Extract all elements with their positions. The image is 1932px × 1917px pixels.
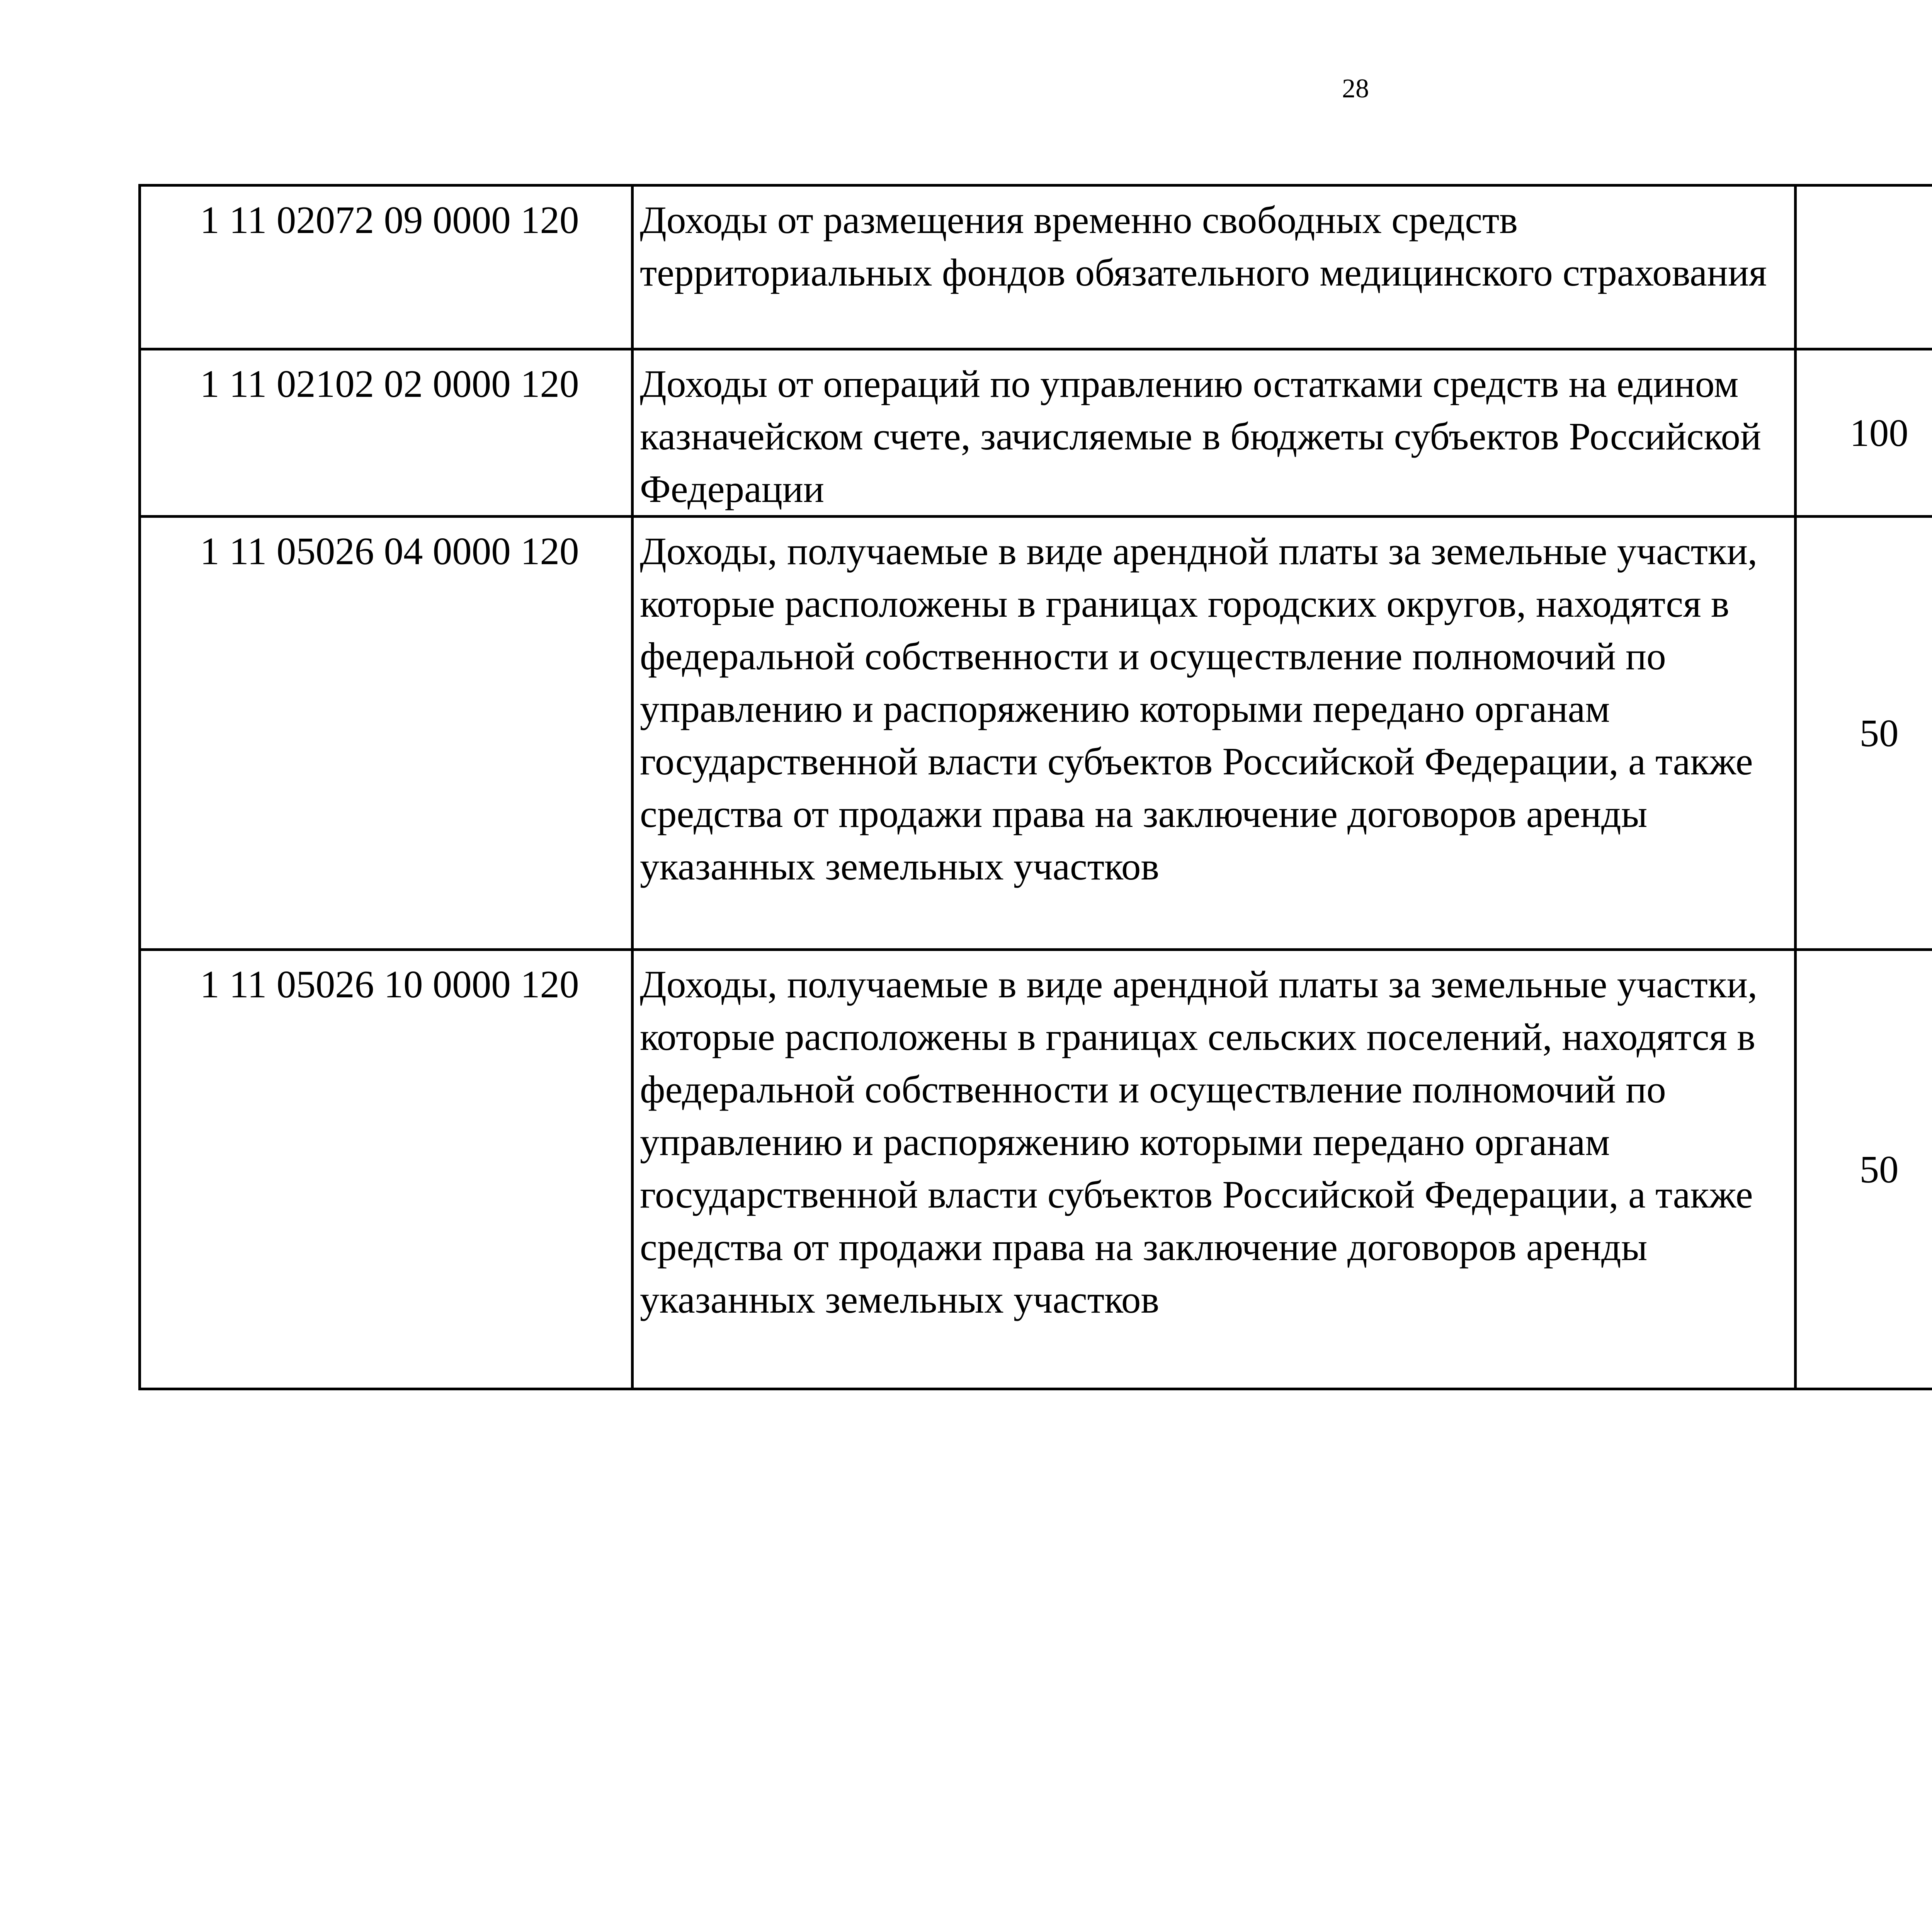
revenue-code-cell: 1 11 02102 02 0000 120 <box>140 349 633 517</box>
revenue-code-cell: 1 11 02072 09 0000 120 <box>140 185 633 349</box>
revenue-code-cell: 1 11 05026 10 0000 120 <box>140 950 633 1389</box>
page-number: 28 <box>1342 74 1369 104</box>
table-row <box>140 185 1932 349</box>
value-cell: 50 <box>1796 517 1932 950</box>
table-row <box>140 950 1932 1389</box>
value-cell: 50 <box>1796 950 1932 1389</box>
value-cell: 100 <box>1796 349 1932 517</box>
revenue-distribution-table <box>138 184 1932 1390</box>
revenue-name-cell: Доходы, получаемые в виде арендной платы за земельные участки, которые расположены в границах сельских поселений, находятся в федеральной собственности и осуществление полномочий по управлению и распоряжению которыми передано органам государственной власти субъектов Российской Федерации, а также средства от продажи права на заключение договоров аренды указанных земельных участков <box>633 950 1796 1389</box>
revenue-name-cell: Доходы, получаемые в виде арендной платы за земельные участки, которые расположены в границах городских округов, находятся в федеральной собственности и осуществление полномочий по управлению и распоряжению которыми передано органам государственной власти субъектов Российской Федерации, а также средства от продажи права на заключение договоров аренды указанных земельных участков <box>633 517 1796 950</box>
table-row <box>140 349 1932 517</box>
revenue-name-cell: Доходы от операций по управлению остатками средств на едином казначейском счете, зачисляемые в бюджеты субъектов Российской Федерации <box>633 349 1796 517</box>
revenue-name-cell: Доходы от размещения временно свободных средств территориальных фондов обязательного медицинского страхования <box>633 185 1796 349</box>
table-row <box>140 517 1932 950</box>
value-cell <box>1796 185 1932 349</box>
revenue-code-cell: 1 11 05026 04 0000 120 <box>140 517 633 950</box>
